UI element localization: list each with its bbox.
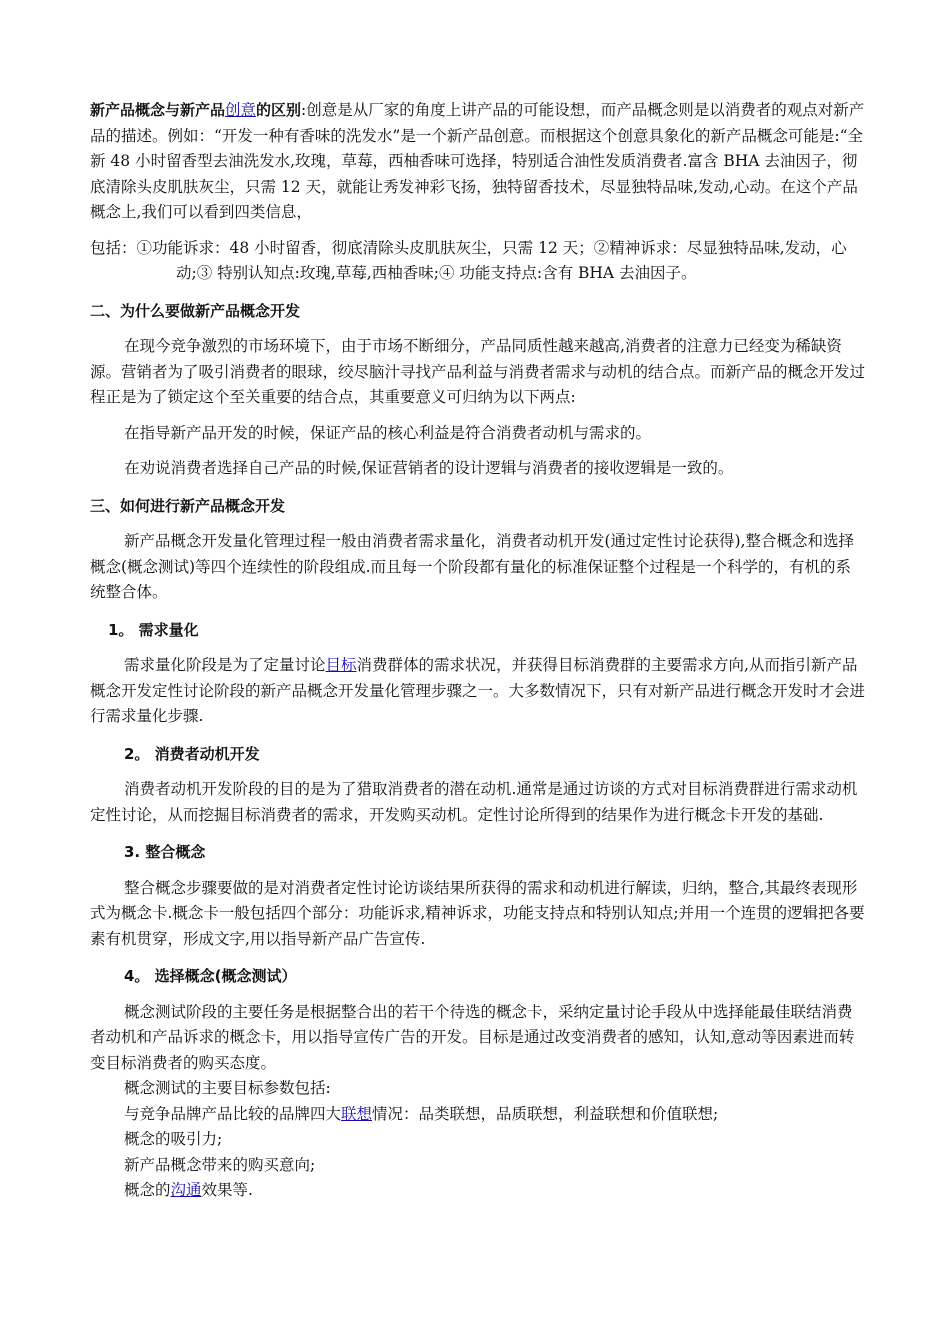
document-body: [90, 98, 865, 1204]
link-goutong[interactable]: 沟通: [170, 1181, 202, 1199]
point-two: 在劝说消费者选择自己产品的时候,保证营销者的设计逻辑与消费者的接收逻辑是一致的。: [124, 459, 734, 477]
list-item-pre: 概念的: [124, 1181, 171, 1199]
link-lianxiang[interactable]: 联想: [341, 1104, 373, 1123]
step-1-title: 1。 需求量化: [108, 620, 199, 639]
step-4-list-item: 概念的吸引力;: [124, 1130, 223, 1148]
step-2-paragraph: 消费者动机开发阶段的目的是为了猎取消费者的潜在动机.通常是通过访谈的方式对目标消费群进行需求动机定性讨论，从而挖掘目标消费者的需求，开发购买动机。定性讨论所得到的结果作为进行概念卡开发的基础.: [90, 780, 858, 824]
heading-why: 二、为什么要做新产品概念开发: [90, 301, 301, 320]
step-4-list-item: [90, 1102, 865, 1128]
heading-how: 三、如何进行新产品概念开发: [90, 496, 286, 515]
step-4-list-item: [90, 1178, 865, 1204]
step-1-pre: 需求量化阶段是为了定量讨论: [124, 656, 326, 674]
step-2-title: 2。 消费者动机开发: [124, 744, 260, 763]
intro-bold-tail: 的区别: [256, 101, 302, 119]
step-4-list-intro: 概念测试的主要目标参数包括:: [124, 1079, 331, 1097]
link-mubiao[interactable]: 目标: [325, 656, 357, 674]
step-4-paragraph: 概念测试阶段的主要任务是根据整合出的若干个待选的概念卡，采纳定量讨论手段从中选择能最佳联结消费者动机和产品诉求的概念卡，用以指导宣传广告的开发。目标是通过改变消费者的感知，认知,意动等因素进而转变目标消费者的购买态度。: [90, 1002, 855, 1072]
step-3-title: 3. 整合概念: [124, 843, 206, 861]
why-paragraph: 在现今竞争激烈的市场环境下，由于市场不断细分，产品同质性越来越高,消费者的注意力已经变为稀缺资源。营销者为了吸引消费者的眼球，绞尽脑汁寻找产品利益与消费者需求与动机的结合点。而新产品的概念开发过程正是为了锁定这个至关重要的结合点，其重要意义可归纳为以下两点:: [90, 337, 866, 406]
intro-paragraph: [90, 98, 865, 226]
step-3-paragraph: 整合概念步骤要做的是对消费者定性讨论访谈结果所获得的需求和动机进行解读，归纳，整合,其最终表现形式为概念卡.概念卡一般包括四个部分：功能诉求,精神诉求，功能支持点和特别认知点;并用一个连贯的逻辑把各要素有机贯穿，形成文字,用以指导新产品广告宣传.: [90, 878, 865, 948]
intro-bold-lead: 新产品概念与新产品: [90, 101, 226, 119]
link-chuangyi[interactable]: 创意: [225, 101, 257, 119]
intro-text: :创意是从厂家的角度上讲产品的可能设想，而产品概念则是以消费者的观点对新产品的描述。例如：“开发一种有香味的洗发水”是一个新产品创意。而根据这个创意具象化的新产品概念可能是:“全新 48 小时留香型去油洗发水,玫瑰，草莓，西柚香味可选择，特别适合油性发质消费者.富含 BHA 去油因子，彻底清除头皮肌肤灰尘，只需 12 天，就能让秀发神彩飞扬，独特留香技术，尽显独特品味,发动,心动。在这个产品概念上,我们可以看到四类信息，: [90, 101, 865, 221]
point-one: 在指导新产品开发的时候，保证产品的核心利益是符合消费者动机与需求的。: [124, 423, 652, 442]
how-paragraph: 新产品概念开发量化管理过程一般由消费者需求量化，消费者动机开发(通过定性讨论获得),整合概念和选择概念(概念测试)等四个连续性的阶段组成.而且每一个阶段都有量化的标准保证整个过程是一个科学的，有机的系统整合体。: [90, 532, 855, 601]
step-4-list-item: 新产品概念带来的购买意向;: [124, 1155, 316, 1174]
step-1-paragraph: [90, 653, 865, 730]
step-1-post: 消费群体的需求状况，并获得目标消费群的主要需求方向,从而指引新产品概念开发定性讨论阶段的新产品概念开发量化管理步骤之一。大多数情况下，只有对新产品进行概念开发时才会进行需求量化步骤.: [90, 656, 866, 725]
list-item-pre: 与竞争品牌产品比较的品牌四大: [124, 1104, 342, 1123]
step-4-title: 4。 选择概念(概念测试）: [124, 967, 297, 985]
list-item-post: 效果等.: [201, 1181, 253, 1199]
list-item-post: 情况：品类联想，品质联想，利益联想和价值联想;: [372, 1104, 719, 1123]
includes-paragraph: 包括：①功能诉求：48 小时留香，彻底清除头皮肌肤灰尘，只需 12 天；②精神诉求：尽显独特品味,发动，心动;③ 特别认知点:玫瑰,草莓,西柚香味;④ 功能支持点:含有 BHA 去油因子。: [90, 238, 847, 282]
